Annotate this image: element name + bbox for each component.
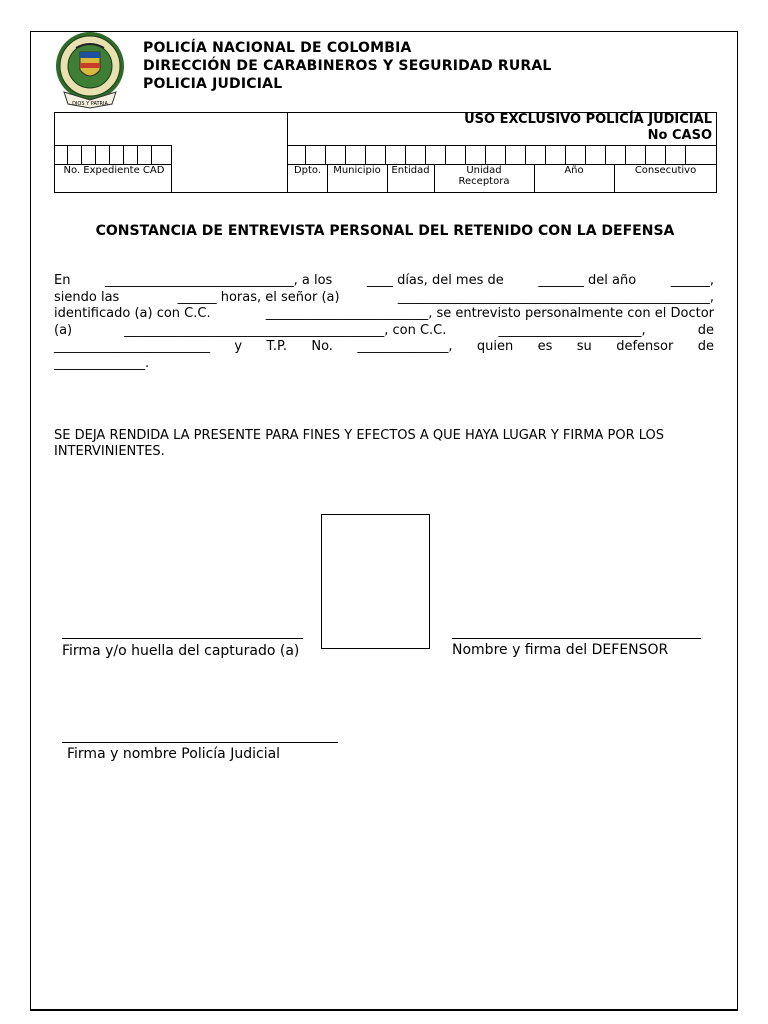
paragraph-line-5 <box>54 339 714 356</box>
text-de: de <box>697 322 714 338</box>
place-field[interactable]: _____________________________, a los <box>105 273 333 288</box>
consecutivo-label: Consecutivo <box>634 165 697 176</box>
lawyer-cc-city-field[interactable]: ________________________ <box>54 339 210 354</box>
capturado-signature-label: Firma y/o huella del capturado (a) <box>62 643 300 659</box>
policia-signature-label: Firma y nombre Policía Judicial <box>67 746 281 762</box>
detainee-name-field[interactable]: ________________________________________________, <box>397 289 714 305</box>
logo-ribbon-text: DIOS Y PATRIA <box>72 101 108 107</box>
header-line-3: POLICIA JUDICIAL <box>143 76 283 92</box>
expediente-label: No. Expediente CAD <box>63 165 165 176</box>
defensor-signature-line[interactable] <box>452 638 701 639</box>
no-caso-label: No CASO <box>647 128 712 143</box>
text-quien: quien <box>476 339 514 354</box>
year-field[interactable]: ______, <box>670 273 714 288</box>
dpto-divider <box>327 164 328 193</box>
unidad-label: Unidad Receptora <box>458 165 510 187</box>
entidad-label: Entidad <box>391 165 430 176</box>
text-siendo-las: siendo las <box>54 289 120 305</box>
detainee-cc-field[interactable]: _________________________, se entrevisto personalmente con el Doctor <box>265 306 714 321</box>
hours-field[interactable]: ______ horas, el señor (a) <box>177 289 340 305</box>
paragraph-line-3 <box>54 306 714 323</box>
dpto-label: Dpto. <box>293 165 322 176</box>
entidad-divider <box>434 164 435 193</box>
declaration-text: SE DEJA RENDIDA LA PRESENTE PARA FINES Y EFECTOS A QUE HAYA LUGAR Y FIRMA POR LOS INTERVINIENTES. <box>54 428 665 459</box>
tp-number-field[interactable]: ______________, <box>357 339 453 354</box>
text-y: y <box>234 339 243 354</box>
defensor-signature-label: Nombre y firma del DEFENSOR <box>452 642 669 658</box>
header-line-1: POLICÍA NACIONAL DE COLOMBIA <box>143 40 412 56</box>
text-su: su <box>576 339 592 354</box>
text-identificado: identificado (a) con C.C. <box>54 306 211 321</box>
municipio-divider <box>387 164 388 193</box>
defensor-of-field[interactable]: ______________. <box>54 355 150 371</box>
document-title: CONSTANCIA DE ENTREVISTA PERSONAL DEL RETENIDO CON LA DEFENSA <box>95 223 675 239</box>
policia-emblem-logo <box>50 30 130 110</box>
fingerprint-box[interactable] <box>321 514 430 649</box>
days-field[interactable]: ____ días, del mes de <box>366 273 504 288</box>
text-defensor: defensor <box>616 339 674 354</box>
text-a: (a) <box>54 322 73 338</box>
uso-exclusivo-label: USO EXCLUSIVO POLICÍA JUDICIAL <box>464 112 712 127</box>
text-en: En <box>54 273 71 288</box>
paragraph-line-6 <box>54 356 714 373</box>
expediente-digit-cells[interactable] <box>54 145 172 164</box>
case-digit-cells[interactable] <box>287 145 706 164</box>
text-tp: T.P. <box>266 339 287 354</box>
lawyer-name-field[interactable]: ________________________________________, con C.C. <box>124 322 447 338</box>
municipio-label: Municipio <box>333 165 381 176</box>
paragraph-line-4 <box>54 323 714 340</box>
text-no: No. <box>311 339 333 354</box>
capturado-signature-line[interactable] <box>62 638 303 639</box>
paragraph-line-1 <box>54 273 714 290</box>
policia-signature-line[interactable] <box>62 742 338 743</box>
text-de-2: de <box>697 339 714 354</box>
header-line-2: DIRECCIÓN DE CARABINEROS Y SEGURIDAD RURAL <box>143 58 552 74</box>
interview-paragraph <box>54 273 714 372</box>
text-es: es <box>537 339 553 354</box>
month-field[interactable]: _______ del año <box>538 273 637 288</box>
anio-label: Año <box>564 165 584 176</box>
header-block <box>143 39 552 93</box>
lawyer-cc-field[interactable]: ______________________, <box>498 322 646 338</box>
paragraph-line-2 <box>54 290 714 307</box>
